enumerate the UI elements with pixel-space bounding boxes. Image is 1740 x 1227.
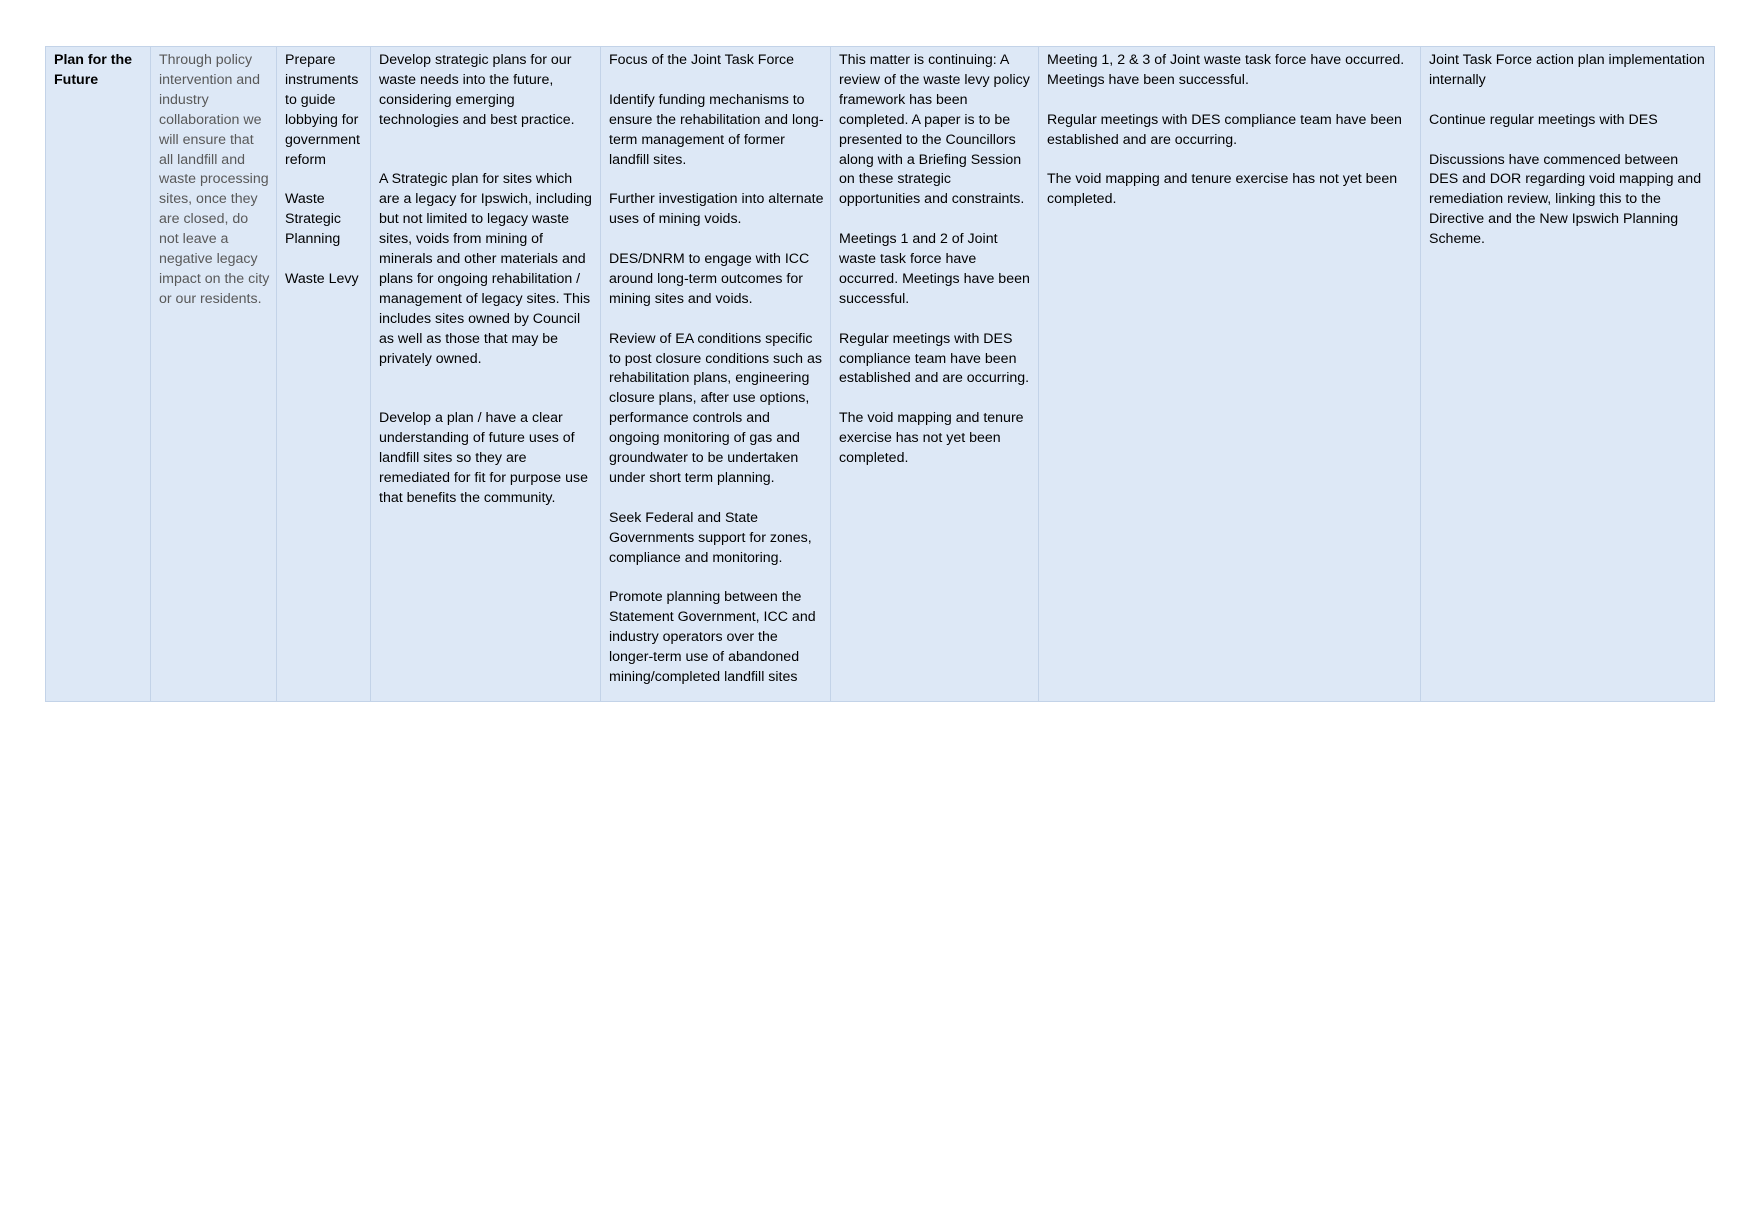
strategy-item: Develop strategic plans for our waste needs into the future, considering emerging technologies and best practice. — [379, 52, 575, 128]
instrument-item: Prepare instruments to guide lobbying for government reform — [285, 52, 360, 168]
action-item: Focus of the Joint Task Force — [609, 52, 795, 68]
cell-next-steps — [1421, 47, 1714, 701]
cell-focus-area — [46, 47, 151, 701]
cell-status — [831, 47, 1039, 701]
action-item: Identify funding mechanisms to ensure the rehabilitation and long-term management of former landfill sites. — [609, 91, 824, 168]
cell-description — [151, 47, 277, 701]
cell-strategies — [371, 47, 601, 701]
cell-progress — [1039, 47, 1421, 701]
table-row — [45, 46, 1715, 702]
strategy-item: Develop a plan / have a clear understanding of future uses of landfill sites so they are remediated for fit for purpose use that benefits the community. — [379, 410, 588, 506]
progress-item: The void mapping and tenure exercise has not yet been completed. — [1047, 171, 1398, 208]
status-item: This matter is continuing: A review of the waste levy policy framework has been completed. A paper is to be presented to the Councillors along with a Briefing Session on these strategic opportunities and constraints. — [839, 52, 1030, 208]
action-item: Further investigation into alternate uses of mining voids. — [609, 191, 824, 228]
status-item: Meetings 1 and 2 of Joint waste task force have occurred. Meetings have been successful. — [839, 231, 1030, 307]
instrument-item: Waste Levy — [285, 270, 359, 287]
next-step-item: Discussions have commenced between DES and DOR regarding void mapping and remediation review, linking this to the Directive and the New Ipswich Planning Scheme. — [1429, 151, 1702, 248]
action-item: Seek Federal and State Governments support for zones, compliance and monitoring. — [609, 509, 812, 566]
progress-item: Regular meetings with DES compliance team have been established and are occurring. — [1047, 111, 1402, 148]
next-step-item: Joint Task Force action plan implementation internally — [1429, 52, 1705, 88]
focus-area-title: Plan for the Future — [54, 52, 133, 88]
action-item: Review of EA conditions specific to post closure conditions such as rehabilitation plans, engineering closure plans, after use options, performance controls and ongoing monitoring of gas and groundwater to be undertaken under short term planning. — [609, 330, 822, 486]
action-item: DES/DNRM to engage with ICC around long-term outcomes for mining sites and voids. — [609, 251, 810, 307]
cell-actions — [601, 47, 831, 701]
status-item: The void mapping and tenure exercise has not yet been completed. — [839, 410, 1024, 467]
strategy-item: A Strategic plan for sites which are a legacy for Ipswich, including but not limited to legacy waste sites, voids from mining of minerals and other materials and plans for ongoing rehabilitation / management of legacy sites. This includes sites owned by Council as well as those that may be privately owned. — [379, 171, 592, 367]
next-step-item: Continue regular meetings with DES — [1429, 111, 1658, 128]
status-item: Regular meetings with DES compliance team have been established and are occurring. — [839, 330, 1030, 387]
action-item: Promote planning between the Statement Government, ICC and industry operators over the longer-term use of abandoned mining/completed landfill sites — [609, 589, 816, 685]
instrument-item: Waste Strategic Planning — [285, 191, 341, 248]
description-text: Through policy intervention and industry collaboration we will ensure that all landfill and waste processing sites, once they are closed, do not leave a negative legacy impact on the city or our residents. — [159, 52, 270, 307]
progress-item: Meeting 1, 2 & 3 of Joint waste task force have occurred. Meetings have been successful. — [1047, 52, 1405, 88]
cell-instruments — [277, 47, 371, 701]
